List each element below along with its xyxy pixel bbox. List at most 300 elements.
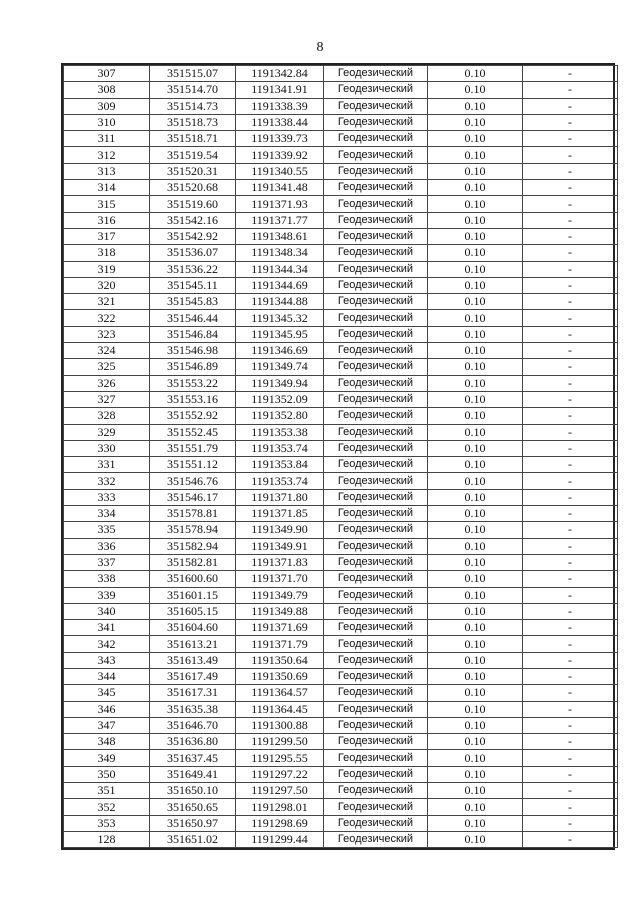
method-cell: Геодезический	[324, 473, 428, 489]
point-number-cell: 320	[64, 277, 150, 293]
point-number-cell: 313	[64, 163, 150, 179]
table-row	[64, 131, 618, 147]
table-row	[64, 261, 618, 277]
method-cell: Геодезический	[324, 245, 428, 261]
note-cell: -	[523, 131, 618, 147]
point-number-cell: 329	[64, 424, 150, 440]
point-number-cell: 317	[64, 228, 150, 244]
note-cell: -	[523, 522, 618, 538]
accuracy-cell: 0.10	[428, 571, 523, 587]
x-coordinate-cell: 351582.94	[150, 538, 236, 554]
x-coordinate-cell: 351578.94	[150, 522, 236, 538]
y-coordinate-cell: 1191349.88	[236, 603, 324, 619]
x-coordinate-cell: 351651.02	[150, 831, 236, 847]
x-coordinate-cell: 351649.41	[150, 766, 236, 782]
note-cell: -	[523, 98, 618, 114]
y-coordinate-cell: 1191349.79	[236, 587, 324, 603]
y-coordinate-cell: 1191339.92	[236, 147, 324, 163]
x-coordinate-cell: 351536.07	[150, 245, 236, 261]
method-cell: Геодезический	[324, 783, 428, 799]
x-coordinate-cell: 351650.10	[150, 783, 236, 799]
accuracy-cell: 0.10	[428, 522, 523, 538]
method-cell: Геодезический	[324, 196, 428, 212]
table-row	[64, 750, 618, 766]
table-row	[64, 277, 618, 293]
point-number-cell: 347	[64, 717, 150, 733]
table-row	[64, 424, 618, 440]
point-number-cell: 346	[64, 701, 150, 717]
table-row	[64, 766, 618, 782]
method-cell: Геодезический	[324, 277, 428, 293]
accuracy-cell: 0.10	[428, 734, 523, 750]
method-cell: Геодезический	[324, 620, 428, 636]
note-cell: -	[523, 734, 618, 750]
table-row	[64, 522, 618, 538]
point-number-cell: 319	[64, 261, 150, 277]
x-coordinate-cell: 351520.68	[150, 180, 236, 196]
point-number-cell: 315	[64, 196, 150, 212]
y-coordinate-cell: 1191352.80	[236, 408, 324, 424]
accuracy-cell: 0.10	[428, 506, 523, 522]
x-coordinate-cell: 351617.31	[150, 685, 236, 701]
method-cell: Геодезический	[324, 571, 428, 587]
method-cell: Геодезический	[324, 522, 428, 538]
table-row	[64, 685, 618, 701]
y-coordinate-cell: 1191371.93	[236, 196, 324, 212]
table-row	[64, 636, 618, 652]
accuracy-cell: 0.10	[428, 750, 523, 766]
note-cell: -	[523, 294, 618, 310]
note-cell: -	[523, 440, 618, 456]
accuracy-cell: 0.10	[428, 457, 523, 473]
point-number-cell: 128	[64, 831, 150, 847]
table-row	[64, 180, 618, 196]
x-coordinate-cell: 351536.22	[150, 261, 236, 277]
table-row	[64, 440, 618, 456]
table-row	[64, 375, 618, 391]
point-number-cell: 326	[64, 375, 150, 391]
method-cell: Геодезический	[324, 717, 428, 733]
y-coordinate-cell: 1191371.77	[236, 212, 324, 228]
accuracy-cell: 0.10	[428, 277, 523, 293]
coordinates-table	[61, 63, 615, 850]
x-coordinate-cell: 351546.84	[150, 326, 236, 342]
x-coordinate-cell: 351518.71	[150, 131, 236, 147]
y-coordinate-cell: 1191353.38	[236, 424, 324, 440]
accuracy-cell: 0.10	[428, 131, 523, 147]
method-cell: Геодезический	[324, 359, 428, 375]
method-cell: Геодезический	[324, 343, 428, 359]
accuracy-cell: 0.10	[428, 408, 523, 424]
y-coordinate-cell: 1191352.09	[236, 391, 324, 407]
table-row	[64, 163, 618, 179]
accuracy-cell: 0.10	[428, 375, 523, 391]
x-coordinate-cell: 351605.15	[150, 603, 236, 619]
point-number-cell: 321	[64, 294, 150, 310]
point-number-cell: 318	[64, 245, 150, 261]
point-number-cell: 342	[64, 636, 150, 652]
table-row	[64, 587, 618, 603]
x-coordinate-cell: 351551.79	[150, 440, 236, 456]
table-row	[64, 457, 618, 473]
accuracy-cell: 0.10	[428, 66, 523, 82]
method-cell: Геодезический	[324, 147, 428, 163]
point-number-cell: 348	[64, 734, 150, 750]
y-coordinate-cell: 1191345.95	[236, 326, 324, 342]
y-coordinate-cell: 1191298.69	[236, 815, 324, 831]
accuracy-cell: 0.10	[428, 489, 523, 505]
note-cell: -	[523, 310, 618, 326]
x-coordinate-cell: 351613.21	[150, 636, 236, 652]
x-coordinate-cell: 351601.15	[150, 587, 236, 603]
note-cell: -	[523, 701, 618, 717]
note-cell: -	[523, 668, 618, 684]
method-cell: Геодезический	[324, 685, 428, 701]
y-coordinate-cell: 1191344.69	[236, 277, 324, 293]
note-cell: -	[523, 783, 618, 799]
note-cell: -	[523, 408, 618, 424]
method-cell: Геодезический	[324, 326, 428, 342]
table-row	[64, 815, 618, 831]
point-number-cell: 307	[64, 66, 150, 82]
table-row	[64, 831, 618, 847]
method-cell: Геодезический	[324, 180, 428, 196]
table-row	[64, 245, 618, 261]
x-coordinate-cell: 351546.17	[150, 489, 236, 505]
point-number-cell: 349	[64, 750, 150, 766]
x-coordinate-cell: 351600.60	[150, 571, 236, 587]
point-number-cell: 351	[64, 783, 150, 799]
note-cell: -	[523, 66, 618, 82]
table-row	[64, 391, 618, 407]
y-coordinate-cell: 1191371.80	[236, 489, 324, 505]
method-cell: Геодезический	[324, 375, 428, 391]
y-coordinate-cell: 1191341.48	[236, 180, 324, 196]
y-coordinate-cell: 1191344.34	[236, 261, 324, 277]
table-row	[64, 701, 618, 717]
x-coordinate-cell: 351519.60	[150, 196, 236, 212]
point-number-cell: 310	[64, 114, 150, 130]
note-cell: -	[523, 261, 618, 277]
x-coordinate-cell: 351582.81	[150, 554, 236, 570]
y-coordinate-cell: 1191299.44	[236, 831, 324, 847]
y-coordinate-cell: 1191349.90	[236, 522, 324, 538]
point-number-cell: 339	[64, 587, 150, 603]
method-cell: Геодезический	[324, 652, 428, 668]
method-cell: Геодезический	[324, 82, 428, 98]
accuracy-cell: 0.10	[428, 212, 523, 228]
point-number-cell: 331	[64, 457, 150, 473]
y-coordinate-cell: 1191348.61	[236, 228, 324, 244]
point-number-cell: 308	[64, 82, 150, 98]
table-row	[64, 799, 618, 815]
point-number-cell: 323	[64, 326, 150, 342]
point-number-cell: 338	[64, 571, 150, 587]
x-coordinate-cell: 351646.70	[150, 717, 236, 733]
method-cell: Геодезический	[324, 408, 428, 424]
table-row	[64, 114, 618, 130]
x-coordinate-cell: 351546.44	[150, 310, 236, 326]
point-number-cell: 322	[64, 310, 150, 326]
table-row	[64, 783, 618, 799]
accuracy-cell: 0.10	[428, 294, 523, 310]
note-cell: -	[523, 506, 618, 522]
table-row	[64, 652, 618, 668]
accuracy-cell: 0.10	[428, 180, 523, 196]
method-cell: Геодезический	[324, 831, 428, 847]
method-cell: Геодезический	[324, 98, 428, 114]
accuracy-cell: 0.10	[428, 147, 523, 163]
table-row	[64, 571, 618, 587]
y-coordinate-cell: 1191353.74	[236, 440, 324, 456]
point-number-cell: 325	[64, 359, 150, 375]
note-cell: -	[523, 82, 618, 98]
x-coordinate-cell: 351552.92	[150, 408, 236, 424]
y-coordinate-cell: 1191342.84	[236, 66, 324, 82]
note-cell: -	[523, 196, 618, 212]
table-row	[64, 538, 618, 554]
method-cell: Геодезический	[324, 294, 428, 310]
method-cell: Геодезический	[324, 799, 428, 815]
accuracy-cell: 0.10	[428, 538, 523, 554]
y-coordinate-cell: 1191349.91	[236, 538, 324, 554]
method-cell: Геодезический	[324, 734, 428, 750]
x-coordinate-cell: 351518.73	[150, 114, 236, 130]
accuracy-cell: 0.10	[428, 245, 523, 261]
note-cell: -	[523, 717, 618, 733]
x-coordinate-cell: 351545.83	[150, 294, 236, 310]
table-row	[64, 228, 618, 244]
x-coordinate-cell: 351546.76	[150, 473, 236, 489]
note-cell: -	[523, 473, 618, 489]
x-coordinate-cell: 351650.97	[150, 815, 236, 831]
x-coordinate-cell: 351553.16	[150, 391, 236, 407]
y-coordinate-cell: 1191353.74	[236, 473, 324, 489]
accuracy-cell: 0.10	[428, 228, 523, 244]
point-number-cell: 334	[64, 506, 150, 522]
accuracy-cell: 0.10	[428, 668, 523, 684]
point-number-cell: 353	[64, 815, 150, 831]
point-number-cell: 333	[64, 489, 150, 505]
y-coordinate-cell: 1191298.01	[236, 799, 324, 815]
x-coordinate-cell: 351635.38	[150, 701, 236, 717]
accuracy-cell: 0.10	[428, 587, 523, 603]
method-cell: Геодезический	[324, 457, 428, 473]
table-row	[64, 506, 618, 522]
method-cell: Геодезический	[324, 506, 428, 522]
table-row	[64, 359, 618, 375]
point-number-cell: 324	[64, 343, 150, 359]
accuracy-cell: 0.10	[428, 326, 523, 342]
note-cell: -	[523, 228, 618, 244]
table-row	[64, 343, 618, 359]
x-coordinate-cell: 351650.65	[150, 799, 236, 815]
point-number-cell: 337	[64, 554, 150, 570]
table-row	[64, 82, 618, 98]
x-coordinate-cell: 351546.98	[150, 343, 236, 359]
method-cell: Геодезический	[324, 815, 428, 831]
method-cell: Геодезический	[324, 701, 428, 717]
note-cell: -	[523, 620, 618, 636]
method-cell: Геодезический	[324, 440, 428, 456]
note-cell: -	[523, 652, 618, 668]
table-row	[64, 196, 618, 212]
note-cell: -	[523, 114, 618, 130]
x-coordinate-cell: 351545.11	[150, 277, 236, 293]
y-coordinate-cell: 1191299.50	[236, 734, 324, 750]
y-coordinate-cell: 1191344.88	[236, 294, 324, 310]
point-number-cell: 327	[64, 391, 150, 407]
method-cell: Геодезический	[324, 310, 428, 326]
accuracy-cell: 0.10	[428, 685, 523, 701]
y-coordinate-cell: 1191371.85	[236, 506, 324, 522]
method-cell: Геодезический	[324, 163, 428, 179]
method-cell: Геодезический	[324, 66, 428, 82]
note-cell: -	[523, 766, 618, 782]
table-row	[64, 294, 618, 310]
accuracy-cell: 0.10	[428, 98, 523, 114]
point-number-cell: 316	[64, 212, 150, 228]
y-coordinate-cell: 1191345.32	[236, 310, 324, 326]
accuracy-cell: 0.10	[428, 196, 523, 212]
y-coordinate-cell: 1191371.70	[236, 571, 324, 587]
accuracy-cell: 0.10	[428, 815, 523, 831]
table-row	[64, 98, 618, 114]
accuracy-cell: 0.10	[428, 701, 523, 717]
note-cell: -	[523, 375, 618, 391]
note-cell: -	[523, 212, 618, 228]
table-row	[64, 603, 618, 619]
point-number-cell: 332	[64, 473, 150, 489]
accuracy-cell: 0.10	[428, 163, 523, 179]
note-cell: -	[523, 343, 618, 359]
y-coordinate-cell: 1191295.55	[236, 750, 324, 766]
note-cell: -	[523, 831, 618, 847]
accuracy-cell: 0.10	[428, 343, 523, 359]
accuracy-cell: 0.10	[428, 636, 523, 652]
x-coordinate-cell: 351546.89	[150, 359, 236, 375]
point-number-cell: 345	[64, 685, 150, 701]
x-coordinate-cell: 351636.80	[150, 734, 236, 750]
method-cell: Геодезический	[324, 424, 428, 440]
point-number-cell: 311	[64, 131, 150, 147]
point-number-cell: 350	[64, 766, 150, 782]
note-cell: -	[523, 554, 618, 570]
method-cell: Геодезический	[324, 489, 428, 505]
table-row	[64, 668, 618, 684]
x-coordinate-cell: 351551.12	[150, 457, 236, 473]
point-number-cell: 309	[64, 98, 150, 114]
y-coordinate-cell: 1191371.79	[236, 636, 324, 652]
y-coordinate-cell: 1191348.34	[236, 245, 324, 261]
x-coordinate-cell: 351515.07	[150, 66, 236, 82]
y-coordinate-cell: 1191353.84	[236, 457, 324, 473]
accuracy-cell: 0.10	[428, 473, 523, 489]
accuracy-cell: 0.10	[428, 424, 523, 440]
y-coordinate-cell: 1191364.57	[236, 685, 324, 701]
x-coordinate-cell: 351553.22	[150, 375, 236, 391]
x-coordinate-cell: 351613.49	[150, 652, 236, 668]
method-cell: Геодезический	[324, 212, 428, 228]
page-number: 8	[316, 40, 324, 55]
x-coordinate-cell: 351578.81	[150, 506, 236, 522]
method-cell: Геодезический	[324, 668, 428, 684]
y-coordinate-cell: 1191371.69	[236, 620, 324, 636]
note-cell: -	[523, 359, 618, 375]
point-number-cell: 336	[64, 538, 150, 554]
x-coordinate-cell: 351604.60	[150, 620, 236, 636]
table-row	[64, 734, 618, 750]
accuracy-cell: 0.10	[428, 603, 523, 619]
note-cell: -	[523, 180, 618, 196]
y-coordinate-cell: 1191297.50	[236, 783, 324, 799]
x-coordinate-cell: 351514.70	[150, 82, 236, 98]
x-coordinate-cell: 351542.16	[150, 212, 236, 228]
accuracy-cell: 0.10	[428, 766, 523, 782]
note-cell: -	[523, 326, 618, 342]
x-coordinate-cell: 351542.92	[150, 228, 236, 244]
point-number-cell: 312	[64, 147, 150, 163]
x-coordinate-cell: 351514.73	[150, 98, 236, 114]
note-cell: -	[523, 424, 618, 440]
table-row	[64, 408, 618, 424]
accuracy-cell: 0.10	[428, 652, 523, 668]
point-number-cell: 335	[64, 522, 150, 538]
note-cell: -	[523, 571, 618, 587]
y-coordinate-cell: 1191338.44	[236, 114, 324, 130]
accuracy-cell: 0.10	[428, 261, 523, 277]
table-row	[64, 717, 618, 733]
accuracy-cell: 0.10	[428, 799, 523, 815]
point-number-cell: 341	[64, 620, 150, 636]
note-cell: -	[523, 603, 618, 619]
accuracy-cell: 0.10	[428, 717, 523, 733]
accuracy-cell: 0.10	[428, 359, 523, 375]
x-coordinate-cell: 351520.31	[150, 163, 236, 179]
x-coordinate-cell: 351617.49	[150, 668, 236, 684]
accuracy-cell: 0.10	[428, 440, 523, 456]
accuracy-cell: 0.10	[428, 554, 523, 570]
point-number-cell: 352	[64, 799, 150, 815]
point-number-cell: 330	[64, 440, 150, 456]
method-cell: Геодезический	[324, 603, 428, 619]
method-cell: Геодезический	[324, 228, 428, 244]
table-body	[64, 66, 618, 848]
x-coordinate-cell: 351637.45	[150, 750, 236, 766]
method-cell: Геодезический	[324, 554, 428, 570]
method-cell: Геодезический	[324, 391, 428, 407]
y-coordinate-cell: 1191339.73	[236, 131, 324, 147]
y-coordinate-cell: 1191364.45	[236, 701, 324, 717]
y-coordinate-cell: 1191341.91	[236, 82, 324, 98]
note-cell: -	[523, 457, 618, 473]
accuracy-cell: 0.10	[428, 831, 523, 847]
method-cell: Геодезический	[324, 750, 428, 766]
note-cell: -	[523, 163, 618, 179]
y-coordinate-cell: 1191346.69	[236, 343, 324, 359]
point-number-cell: 328	[64, 408, 150, 424]
note-cell: -	[523, 245, 618, 261]
method-cell: Геодезический	[324, 587, 428, 603]
accuracy-cell: 0.10	[428, 114, 523, 130]
method-cell: Геодезический	[324, 261, 428, 277]
y-coordinate-cell: 1191349.74	[236, 359, 324, 375]
method-cell: Геодезический	[324, 131, 428, 147]
accuracy-cell: 0.10	[428, 82, 523, 98]
table-row	[64, 473, 618, 489]
note-cell: -	[523, 799, 618, 815]
x-coordinate-cell: 351552.45	[150, 424, 236, 440]
